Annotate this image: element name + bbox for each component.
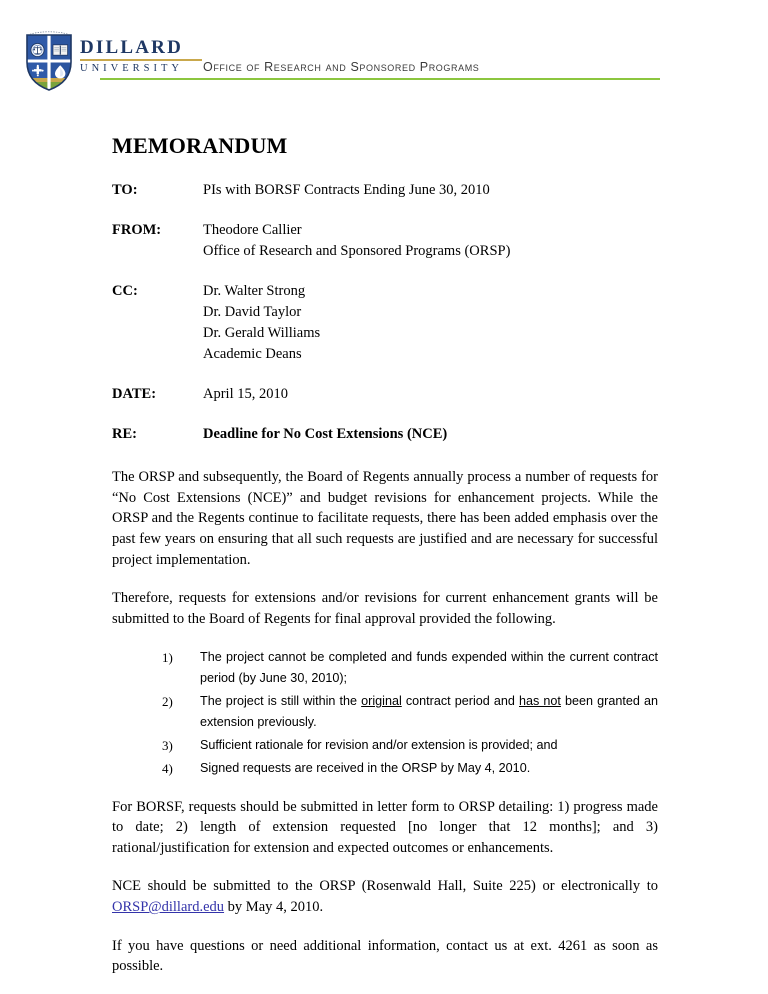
paragraph-4-pre: NCE should be submitted to the ORSP (Rosenwald Hall, Suite 225) or electronically to [112,878,658,895]
memo-field-label: TO: [112,182,138,199]
paragraph-3: For BORSF, requests should be submitted in letter form to ORSP detailing: 1) progress made to date; 2) length of extension requested [no longer that 12 months]; and 3) rational/justification for extension and expected outcomes or enhancements. [112,798,658,856]
list-item-number: 4) [162,761,173,777]
list-item [156,735,658,755]
wordmark-gold-rule [80,59,202,61]
list-item-text [200,691,658,732]
memo-field-re [112,424,658,445]
paragraph-2: Therefore, requests for extensions and/or revisions for current enhancement grants will be submitted to the Board of Regents for final approval provided the following. [112,590,658,627]
wordmark [80,38,210,75]
memo-field-value: Academic Deans [203,346,302,363]
header-green-rule [100,78,660,80]
memo-field-value: Deadline for No Cost Extensions (NCE) [203,426,448,443]
memo-field-values [203,384,658,405]
paragraph-4-post: by May 4, 2010. [224,899,324,916]
list-item [156,647,658,688]
list-item-text-pre: The project is still within the [200,694,362,709]
memo-header-fields [112,180,658,445]
open-book-icon [53,45,68,55]
memo-body [112,134,658,977]
list-item-text: The project cannot be completed and funds expended within the current contract period (by June 30, 2010); [200,650,658,685]
list-item-number: 3) [162,737,173,753]
list-item-text: Sufficient rationale for revision and/or extension is provided; and [200,737,558,752]
memo-field-values [203,220,658,262]
wordmark-dillard: DILLARD [80,37,184,58]
memo-field-value: Theodore Callier [203,222,302,239]
list-item-underline-has-not: has not [519,694,561,709]
paragraph-4 [112,876,658,917]
list-item-number: 2) [162,694,173,710]
memo-field-value: Dr. Walter Strong [203,283,306,300]
letterhead [0,0,768,110]
memo-field-from [112,220,658,262]
list-item-text: Signed requests are received in the ORSP by May 4, 2010. [200,761,531,776]
memo-field-values [203,424,658,445]
requirements-list [112,647,658,778]
page-title: MEMORANDUM [112,133,288,158]
paragraph-5: If you have questions or need additional information, contact us at ext. 4261 as soon as possible. [112,937,658,975]
memo-field-cc [112,281,658,365]
memo-field-value: Dr. David Taylor [203,304,302,321]
list-item [156,758,658,778]
memo-field-label: DATE: [112,386,157,403]
memo-field-date [112,384,658,405]
wordmark-university: UNIVERSITY [80,63,183,74]
memo-field-label: FROM: [112,222,162,239]
list-item-text-post: been granted an extension previously. [200,694,658,729]
list-item-underline-original: original [361,694,402,709]
memo-field-value: Dr. Gerald Williams [203,325,321,342]
memo-field-label: RE: [112,426,137,443]
memo-field-value: PIs with BORSF Contracts Ending June 30, 2010 [203,182,490,199]
dillard-university-logo [22,28,202,94]
memo-field-label: CC: [112,283,138,300]
memo-field-to [112,180,658,201]
memo-field-value: Office of Research and Sponsored Programs (ORSP) [203,243,511,260]
office-title: Office of Research and Sponsored Programs [203,60,480,74]
memo-field-values [203,180,658,201]
list-item-text-mid: contract period and [401,694,520,709]
memo-field-values [203,281,658,365]
orsp-email-link[interactable]: ORSP@dillard.edu [112,899,225,916]
paragraph-1: The ORSP and subsequently, the Board of Regents annually process a number of requests for “No Cost Extensions (NCE)” and budget revisions for enhancement projects. While the ORSP and the Regents continue to facilitate requests, there has been added emphasis over the past few years on ensuring that all such requests are justified and are necessary for successful project implementation. [112,469,658,568]
list-item [156,691,658,732]
memo-field-value: April 15, 2010 [203,386,288,403]
seal-roundel-icon [31,43,44,56]
list-item-number: 1) [162,650,173,666]
dillard-shield-crest-icon [24,30,74,92]
